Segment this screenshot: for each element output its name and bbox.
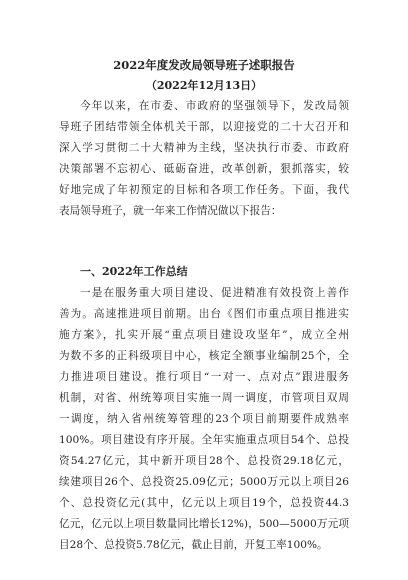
body-line: 一是在服务重大项目建设、促进精准有效投资上善作 xyxy=(80,287,349,299)
intro-line: 好地完成了年初预定的目标和各项工作任务。下面，我代 xyxy=(59,184,349,196)
body-line: 机制，对省、州统筹项目实施一周一调度，市管项目双周 xyxy=(59,392,349,404)
intro-line: 表局领导班子，就一年来工作情况做以下报告： xyxy=(59,205,282,217)
body-line: 善为。高速推进项目前期。出台《图们市重点项目推进实 xyxy=(59,308,349,320)
section-heading: 一、2022年工作总结 xyxy=(80,265,188,278)
body-line: 力推进项目建设。推行项目“一对一、点对点”跟进服务 xyxy=(59,371,349,383)
intro-line: 深入学习贯彻二十大精神为主线，坚决执行市委、市政府 xyxy=(59,142,349,154)
body-line: 施方案》，扎实开展“重点项目建设攻坚年”，成立全州 xyxy=(59,329,349,341)
body-line: 为数不多的正科级项目中心，核定全额事业编制25个，全 xyxy=(59,350,349,362)
body-line: 资54.27亿元，其中新开项目28个、总投资29.18亿元， xyxy=(59,455,349,467)
body-line: 目28个、总投资5.78亿元，截止目前，开复工率100%。 xyxy=(59,539,328,551)
intro-line: 决策部署不忘初心、砥砺奋进，改革创新，狠抓落实，较 xyxy=(59,163,349,175)
body-line: 100%。项目建设有序开展。全年实施重点项目54个、总投 xyxy=(59,434,349,446)
body-line: 个、总投资亿元(其中，亿元以上项目19个，总投资44.3 xyxy=(59,497,349,509)
intro-line: 导班子团结带领全体机关干部，以迎接党的二十大召开和 xyxy=(59,121,349,133)
body-line: 续建项目26个、总投资25.09亿元；5000万元以上项目26 xyxy=(59,476,349,488)
document-title: 2022年度发改局领导班子述职报告 xyxy=(113,58,295,72)
document-date: （2022年12月13日） xyxy=(145,79,263,92)
body-line: 亿元，亿元以上项目数量同比增长12%)，500—5000万元项 xyxy=(59,518,349,530)
body-line: 一调度，纳入省州统筹管理的23个项目前期要件成熟率 xyxy=(59,413,349,425)
intro-line: 今年以来，在市委、市政府的坚强领导下，发改局领 xyxy=(80,100,349,112)
